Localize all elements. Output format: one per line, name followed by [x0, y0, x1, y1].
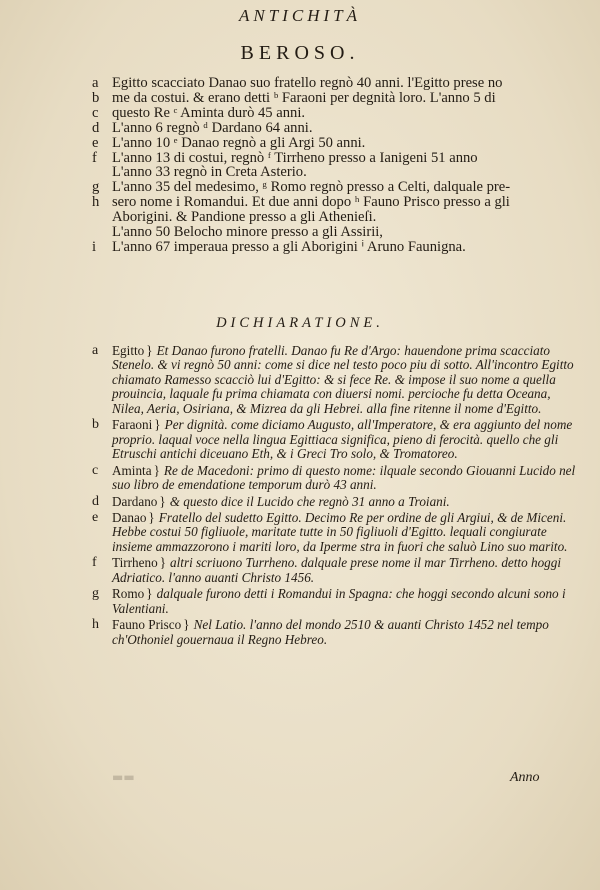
- text-line: [92, 151, 582, 166]
- faint-printer-mark: ▬▬: [112, 770, 135, 784]
- note-lemma: Romo: [112, 586, 145, 602]
- note: [92, 511, 580, 554]
- note-gloss: & questo dice il Lucido che regnò 31 anno a Troiani.: [169, 493, 450, 509]
- running-head: ANTICHITÀ: [239, 6, 361, 25]
- text-line: [92, 195, 582, 210]
- note-marker: d: [92, 493, 99, 509]
- text-line: [92, 121, 582, 136]
- brace-glyph: }: [153, 462, 160, 478]
- text-line: [92, 136, 582, 151]
- text-line: [92, 180, 582, 195]
- note-lemma: Danao: [112, 509, 147, 525]
- text-line: [92, 165, 582, 180]
- line-text: questo Re ᶜ Aminta durò 45 anni.: [112, 104, 306, 121]
- note: [92, 464, 580, 493]
- text-line: [92, 240, 582, 255]
- note: [92, 344, 580, 416]
- note-marker: f: [92, 555, 97, 571]
- line-text: L'anno 50 Belocho minore presso a gli Assirii,: [112, 224, 383, 241]
- note-gloss: Per dignità. come diciamo Augusto, all'Imperatore, & era aggiunto del nome proprio. laqual voce nella lingua Egittiaca significa, pieno di ferocità. quello che gli Etruschi antichi diceuano Eth, & i Greci Tro solo, & Tromatoreo.: [112, 417, 573, 462]
- main-text: [92, 76, 582, 255]
- line-text: L'anno 35 del medesimo, ᵍ Romo regnò presso a Celti, dalquale pre-: [112, 179, 511, 196]
- text-line: [92, 91, 582, 106]
- brace-glyph: }: [146, 586, 153, 602]
- text-line: [92, 210, 582, 225]
- line-text: Egitto scacciato Danao suo fratello regnò 40 anni. l'Egitto prese no: [112, 75, 503, 91]
- note: [92, 618, 580, 647]
- note-lemma: Fauno Prisco: [112, 617, 182, 633]
- text-line: [92, 106, 582, 121]
- note-gloss: Et Danao furono fratelli. Danao fu Re d'Argo: hauendone prima scacciato Stenelo. & vi regnò 50 anni: come si dice nel testo poco piu di sotto. All'incontro Egitto chiamato Ramesso scacciò lui d'Egitto: & si fece Re. & impose il suo nome a quella prouincia, laquale fu prima chiamata con diuersi nomi. percioche fu detta Oceana, Nilea, Aeria, Osiriana, & Mizrea da gli Hebrei. alla fine ritenne il nome d'Egitto.: [112, 343, 574, 416]
- note-marker: c: [92, 462, 99, 478]
- text-line: [92, 76, 582, 91]
- line-marker: i: [92, 238, 97, 255]
- note-gloss: Fratello del sudetto Egitto. Decimo Re per ordine de gli Argiui, & de Miceni. Hebbe costui 50 figliuole, maritate tutte in 50 figliuoli d'Egitto. lequali congiurate insieme ammazzorono i mariti loro, da Iperme stra in fuori che saluò Lino suo marito.: [112, 509, 568, 554]
- commentary: [92, 344, 580, 649]
- note-lemma: Tirrheno: [112, 555, 158, 571]
- catchword: Anno: [510, 770, 540, 785]
- note-lemma: Egitto: [112, 343, 145, 358]
- line-marker: a: [92, 75, 99, 91]
- note-lemma: Aminta: [112, 462, 152, 478]
- line-marker: h: [92, 194, 100, 211]
- subsection-title: DICHIARATIONE.: [216, 315, 384, 331]
- brace-glyph: }: [154, 417, 161, 433]
- brace-glyph: }: [148, 509, 155, 525]
- line-text: L'anno 6 regnò ᵈ Dardano 64 anni.: [112, 119, 313, 136]
- line-text: Aborigini. & Pandione presso a gli Athenieſi.: [112, 209, 377, 226]
- note-marker: g: [92, 586, 99, 602]
- text-line: [92, 225, 582, 240]
- brace-glyph: }: [183, 617, 190, 633]
- line-text: L'anno 10 ᵉ Danao regnò a gli Argi 50 anni.: [112, 134, 366, 151]
- note: [92, 587, 580, 616]
- line-text: sero nome i Romandui. Et due anni dopo ʰ Fauno Prisco presso a gli: [112, 194, 510, 211]
- brace-glyph: }: [159, 493, 166, 509]
- line-marker: f: [92, 149, 97, 166]
- line-text: L'anno 33 regnò in Creta Asterio.: [112, 164, 307, 181]
- line-text: L'anno 67 imperaua presso a gli Aborigini ⁱ Aruno Faunigna.: [112, 238, 466, 255]
- note-marker: b: [92, 417, 99, 433]
- line-marker: g: [92, 179, 100, 196]
- note: [92, 556, 580, 585]
- line-marker: e: [92, 134, 99, 151]
- brace-glyph: }: [146, 343, 153, 358]
- line-marker: b: [92, 89, 100, 106]
- section-title: BEROSO.: [240, 42, 360, 64]
- note-marker: a: [92, 343, 99, 358]
- note-marker: e: [92, 509, 99, 525]
- note: [92, 495, 580, 509]
- note-gloss: altri scriuono Turrheno. dalquale prese nome il mar Tirrheno. detto hoggi Adriatico. l'anno auanti Christo 1456.: [112, 555, 562, 585]
- note-marker: h: [92, 617, 99, 633]
- brace-glyph: }: [159, 555, 167, 571]
- line-marker: d: [92, 119, 100, 136]
- line-text: me da costui. & erano detti ᵇ Faraoni per degnità loro. L'anno 5 di: [112, 89, 496, 106]
- note: [92, 418, 580, 461]
- line-text: L'anno 13 di costui, regnò ᶠ Tirrheno presso a Ianigeni 51 anno: [112, 149, 478, 166]
- note-lemma: Faraoni: [112, 417, 153, 433]
- line-marker: c: [92, 104, 99, 121]
- note-gloss: dalquale furono detti i Romandui in Spagna: che hoggi secondo alcuni sono i Valentiani.: [112, 586, 566, 616]
- note-lemma: Dardano: [112, 493, 158, 509]
- note-gloss: Re de Macedoni: primo di questo nome: ilquale secondo Giouanni Lucido nel suo libro de emendatione temporum durò 43 anni.: [112, 462, 576, 493]
- note-gloss: Nel Latio. l'anno del mondo 2510 & auanti Christo 1452 nel tempo ch'Othoniel gouernaua il Regno Hebreo.: [112, 617, 549, 647]
